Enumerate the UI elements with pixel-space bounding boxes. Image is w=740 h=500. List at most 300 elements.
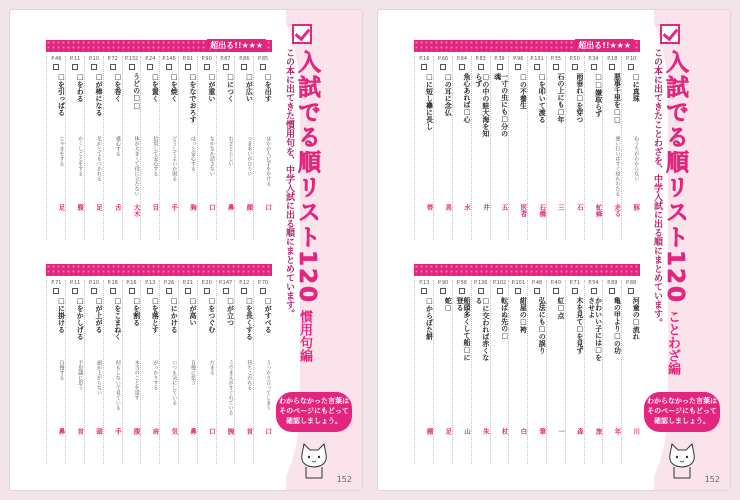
entry-answer: 腕 <box>226 428 235 435</box>
list-block-top <box>46 40 272 240</box>
checkbox[interactable] <box>147 64 153 70</box>
checkbox[interactable] <box>204 64 210 70</box>
list-item <box>159 56 178 240</box>
entry-question: 悪事千里を□□ <box>613 73 622 124</box>
checkbox[interactable] <box>440 288 446 294</box>
list-block-bottom <box>46 264 272 464</box>
left-page <box>10 10 362 490</box>
entry-meaning: どうしてよいか困る <box>171 136 178 181</box>
entry-question: □□嫌取らず <box>594 73 603 117</box>
entry-question: □をかしげる <box>76 297 85 340</box>
entry-page-ref: P.54 <box>588 280 599 286</box>
checkbox[interactable] <box>72 64 78 70</box>
checkbox[interactable] <box>515 288 521 294</box>
page-subtitle: ことわざ編 <box>665 310 680 375</box>
checkbox[interactable] <box>421 64 427 70</box>
list-item <box>84 280 103 464</box>
entry-answer: 鼻 <box>226 204 235 211</box>
entry-question: □をこまねく <box>113 297 122 340</box>
entry-question: □を割る <box>132 297 141 326</box>
entry-question: □からぼた餅 <box>425 297 434 340</box>
entry-answer: 顔 <box>245 204 254 211</box>
entry-answer: 石 <box>575 204 584 211</box>
entry-meaning <box>419 360 431 432</box>
checkbox[interactable] <box>129 288 135 294</box>
entry-meaning: 不思議に思う <box>77 360 84 390</box>
entry-question: □の耳に念仏 <box>444 73 453 116</box>
frequency-band <box>46 264 272 276</box>
entry-answer: 走る <box>613 204 622 217</box>
hint-line: 確認しましょう。 <box>286 416 342 425</box>
checkbox[interactable] <box>609 288 615 294</box>
list-item <box>253 280 272 464</box>
entry-meaning <box>532 360 544 432</box>
page-title: 入試でる順リスト120 <box>294 50 320 305</box>
entry-page-ref: P.84 <box>456 56 468 62</box>
entry-question: □が重い <box>207 73 216 102</box>
entry-question: 木を見て□を見ず <box>575 297 584 354</box>
entry-question: □を叩いて渡る <box>538 73 547 123</box>
entry-question: □が棒になる <box>95 73 104 116</box>
checkbox[interactable] <box>440 64 446 70</box>
checkbox[interactable] <box>497 64 503 70</box>
entry-answer: 井 <box>481 204 490 211</box>
entry-answer: 手 <box>113 428 122 435</box>
list-item <box>103 56 122 240</box>
page-number: 152 <box>336 475 352 484</box>
entry-meaning <box>551 136 563 208</box>
entry-page-ref: P.50 <box>569 56 580 62</box>
entry-answer: 三 <box>557 204 566 211</box>
list-item <box>103 280 122 464</box>
entry-question: □が高い <box>189 297 198 326</box>
checkbox[interactable] <box>628 288 634 294</box>
list-item <box>471 56 490 240</box>
entry-answer: 筆 <box>538 428 547 435</box>
checkbox[interactable] <box>260 64 266 70</box>
page-description: この本に出てきたことわざを、中学入試に出る順にまとめています。 <box>652 48 662 327</box>
entry-columns <box>46 280 272 464</box>
checkbox[interactable] <box>204 288 210 294</box>
entry-meaning <box>513 360 525 432</box>
list-item <box>546 280 565 464</box>
entry-page-ref: P.85 <box>258 56 269 62</box>
entry-meaning: ねうちがわからない <box>633 136 640 181</box>
entry-answer: 足 <box>95 204 104 211</box>
list-item <box>46 56 65 240</box>
list-item <box>490 280 509 464</box>
entry-meaning: 悪い行いはすぐ知れわたる <box>614 136 621 196</box>
entry-meaning <box>476 360 488 432</box>
entry-answer: 馬 <box>444 204 453 211</box>
list-item <box>527 280 546 464</box>
entry-question: 河童の□流れ <box>632 297 641 340</box>
entry-meaning: つきあいがひろい <box>246 136 253 176</box>
cat-icon <box>664 440 700 480</box>
entry-page-ref: P.24 <box>145 56 156 62</box>
entry-question: □に短し襷に長し <box>425 73 434 130</box>
checkbox[interactable] <box>591 288 597 294</box>
entry-answer: 朱 <box>481 428 490 435</box>
entry-page-ref: P.20 <box>201 280 212 286</box>
entry-answer: 足 <box>57 204 66 211</box>
entry-page-ref: P.11 <box>70 56 81 62</box>
entry-page-ref: P.28 <box>107 280 118 286</box>
entry-meaning <box>589 360 601 432</box>
entry-answer: 目 <box>151 204 160 211</box>
entry-question: 紅□点 <box>557 297 566 319</box>
entry-page-ref: P.87 <box>220 56 231 62</box>
list-item <box>433 280 452 464</box>
entry-question: かわいい子には□をさせよ <box>587 297 603 361</box>
entry-columns <box>414 56 640 240</box>
entry-meaning: 信用して安心する <box>152 136 159 176</box>
page-number: 152 <box>704 475 720 484</box>
entry-meaning: 足がとてもつかれる <box>96 136 103 181</box>
entry-answer: 棚 <box>425 428 434 435</box>
entry-page-ref: P.88 <box>626 280 637 286</box>
checkbox[interactable] <box>459 288 465 294</box>
cat-icon <box>296 440 332 480</box>
entry-question: □につく <box>226 73 235 102</box>
checkbox[interactable] <box>572 64 578 70</box>
entry-columns <box>414 280 640 464</box>
entry-question: □が広い <box>245 73 254 102</box>
entry-meaning: なかなか話さない <box>208 136 215 176</box>
entry-answer: 口 <box>264 428 273 435</box>
entry-answer: 杖 <box>500 428 509 435</box>
list-item <box>584 280 603 464</box>
entry-meaning: 自慢する <box>58 360 65 380</box>
list-item <box>621 280 640 464</box>
entry-meaning: 体が大きくて役に立たない <box>133 136 140 196</box>
entry-page-ref: P.86 <box>239 56 250 62</box>
hint-bubble <box>644 392 720 432</box>
entry-answer: 医者 <box>519 204 528 217</box>
entry-meaning: 自慢に思う <box>190 360 197 385</box>
entry-question: □に真珠 <box>632 73 641 102</box>
hint-line: 確認しましょう。 <box>654 416 710 425</box>
checkbox[interactable] <box>534 64 540 70</box>
entry-question: 蛇□ <box>444 297 453 312</box>
entry-page-ref: P.26 <box>164 280 175 286</box>
entry-answer: 腹 <box>76 204 85 211</box>
right-page <box>378 10 730 490</box>
checkbox[interactable] <box>497 288 503 294</box>
page-title: 入試でる順リスト120 <box>662 50 688 305</box>
checkbox[interactable] <box>241 64 247 70</box>
entry-question: □を置く <box>151 73 160 102</box>
entry-answer: 口 <box>207 428 216 435</box>
entry-meaning <box>495 136 507 208</box>
entry-page-ref: P.40 <box>550 280 562 286</box>
list-item <box>84 56 103 240</box>
hint-bubble <box>276 392 352 432</box>
checkbox[interactable] <box>572 288 578 294</box>
entry-question: 石の上にも□年 <box>557 73 566 123</box>
entry-meaning: うっかり言ってしまう <box>265 360 272 410</box>
entry-answer: 年 <box>613 428 622 435</box>
entry-answer: 石橋 <box>538 204 547 217</box>
entry-page-ref: P.131 <box>530 56 544 62</box>
entry-answer: 山 <box>463 428 472 435</box>
entry-answer: 足 <box>444 428 453 435</box>
entry-meaning <box>551 360 563 432</box>
list-item <box>621 56 640 240</box>
entry-meaning <box>589 136 601 208</box>
checkbox[interactable] <box>53 288 59 294</box>
entry-page-ref: P.101 <box>511 280 525 286</box>
entry-page-ref: P.10 <box>88 280 100 286</box>
checkbox[interactable] <box>260 288 266 294</box>
list-item <box>508 56 527 240</box>
checkbox[interactable] <box>53 64 59 70</box>
list-item <box>253 56 272 240</box>
list-item <box>140 56 159 240</box>
checkbox[interactable] <box>553 288 559 294</box>
list-item <box>197 280 216 464</box>
entry-meaning <box>570 136 582 208</box>
checkbox[interactable] <box>91 64 97 70</box>
entry-meaning: わざとらしい <box>227 136 234 166</box>
checkbox[interactable] <box>591 64 597 70</box>
entry-answer: 川 <box>632 428 641 435</box>
list-item <box>471 280 490 464</box>
entry-page-ref: P.35 <box>550 56 562 62</box>
entry-question: 魚心あれば□心 <box>463 73 472 123</box>
entry-meaning <box>457 360 469 432</box>
list-item <box>159 280 178 464</box>
list-block-top <box>414 40 640 240</box>
entry-question: 転ばぬ先の□ <box>500 297 509 340</box>
entry-meaning <box>607 360 619 432</box>
entry-question: □をわる <box>76 73 85 102</box>
list-item <box>140 280 159 464</box>
entry-answer: 鼻 <box>57 428 66 435</box>
list-item <box>46 280 65 464</box>
checkbox[interactable] <box>166 288 172 294</box>
entry-question: □をなでおろす <box>189 73 198 123</box>
entry-answer: 鼻 <box>189 428 198 435</box>
list-item <box>546 56 565 240</box>
checkbox[interactable] <box>223 64 229 70</box>
entry-meaning: がっかりする <box>152 360 159 390</box>
entry-meaning <box>570 360 582 432</box>
entry-meaning <box>532 136 544 208</box>
entry-page-ref: P.66 <box>438 56 449 62</box>
entry-question: 紺屋の□袴 <box>519 297 528 333</box>
checkbox[interactable] <box>553 64 559 70</box>
entry-answer: 肩 <box>151 428 160 435</box>
checkbox[interactable] <box>129 64 135 70</box>
entry-meaning: いつも気にしている <box>171 360 178 405</box>
entry-question: 一寸の虫にも□分の魂 <box>493 73 509 137</box>
list-item <box>65 56 84 240</box>
page-subtitle: 慣用句編 <box>297 310 312 362</box>
checkbox[interactable] <box>91 288 97 294</box>
entry-question: □が上がる <box>95 297 104 333</box>
entry-meaning <box>495 360 507 432</box>
entry-page-ref: P.146 <box>162 56 176 62</box>
entry-page-ref: P.11 <box>70 280 81 286</box>
checkbox[interactable] <box>110 288 116 294</box>
check-icon <box>292 24 312 44</box>
entry-page-ref: P.96 <box>513 56 524 62</box>
entry-answer: 五 <box>500 204 509 211</box>
entry-page-ref: P.91 <box>182 56 194 62</box>
entry-page-ref: P.56 <box>456 280 468 286</box>
entry-page-ref: P.39 <box>494 56 505 62</box>
list-item <box>565 56 584 240</box>
hint-line: そのページにもどって <box>647 407 717 416</box>
entry-question: 船頭多くして船□に登る <box>456 297 472 361</box>
entry-answer: 帯 <box>425 204 434 211</box>
list-item <box>178 280 197 464</box>
list-item <box>565 280 584 464</box>
entry-question: □が立つ <box>226 297 235 326</box>
entry-meaning: 頭が上がらない <box>96 360 103 395</box>
entry-answer: 手 <box>170 204 179 211</box>
entry-page-ref: P.16 <box>126 280 137 286</box>
checkbox[interactable] <box>185 288 191 294</box>
entry-question: □を引っぱる <box>57 73 66 116</box>
list-item <box>216 280 235 464</box>
check-icon <box>660 24 680 44</box>
entry-page-ref: P.132 <box>124 56 139 62</box>
entry-meaning <box>476 136 488 208</box>
entry-meaning <box>513 136 525 208</box>
entry-page-ref: P.136 <box>474 280 488 286</box>
checkbox[interactable] <box>421 288 427 294</box>
entry-meaning <box>438 360 450 432</box>
list-item <box>490 56 509 240</box>
entry-page-ref: P.71 <box>51 280 62 286</box>
checkbox[interactable] <box>459 64 465 70</box>
checkbox[interactable] <box>147 288 153 294</box>
entry-answer: 水 <box>463 204 472 211</box>
entry-question: 弘法にも□の誤り <box>538 297 547 354</box>
entry-answer: 森 <box>575 428 584 435</box>
entry-question: □を出す <box>264 73 273 102</box>
frequency-band <box>414 264 640 276</box>
entry-page-ref: P.46 <box>51 56 62 62</box>
entry-answer: 大木 <box>132 204 141 217</box>
entry-answer: 舌 <box>113 204 122 211</box>
entry-page-ref: P.48 <box>532 280 543 286</box>
frequency-label: 超出る!!★★★ <box>575 39 634 52</box>
entry-page-ref: P.10 <box>626 56 637 62</box>
entry-page-ref: P.10 <box>88 56 100 62</box>
entry-meaning: 本当のことを話す <box>133 360 140 400</box>
entry-question: □にかける <box>170 297 179 333</box>
list-item <box>414 56 433 240</box>
entry-meaning: じゃまをする <box>58 136 65 166</box>
entry-meaning: ほかの人に手をかける <box>265 136 272 186</box>
checkbox[interactable] <box>628 64 634 70</box>
list-item <box>452 280 471 464</box>
entry-page-ref: P.72 <box>107 56 118 62</box>
checkbox[interactable] <box>534 288 540 294</box>
checkbox[interactable] <box>110 64 116 70</box>
entry-page-ref: P.16 <box>419 56 430 62</box>
checkbox[interactable] <box>478 64 484 70</box>
hint-line: わからなかった言葉は <box>279 397 349 406</box>
entry-page-ref: P.71 <box>569 280 580 286</box>
list-item <box>452 56 471 240</box>
entry-page-ref: P.70 <box>258 280 269 286</box>
entry-answer: 一 <box>557 428 566 435</box>
entry-answer: 虻蜂 <box>594 204 603 217</box>
entry-page-ref: P.34 <box>588 56 599 62</box>
entry-question: □をつぐむ <box>207 297 216 333</box>
entry-question: □を巻く <box>113 73 122 102</box>
checkbox[interactable] <box>515 64 521 70</box>
entry-meaning: 感心する <box>114 136 121 156</box>
checkbox[interactable] <box>241 288 247 294</box>
entry-answer: 頭 <box>95 428 104 435</box>
entry-question: □がすべる <box>264 297 273 333</box>
list-item <box>216 56 235 240</box>
entry-page-ref: P.90 <box>201 56 212 62</box>
list-item <box>508 280 527 464</box>
entry-meaning: かくしごとをする <box>77 136 84 176</box>
list-item <box>234 56 253 240</box>
entry-question: □を落とす <box>151 297 160 333</box>
list-item <box>122 280 141 464</box>
entry-meaning: だまる <box>208 360 215 375</box>
checkbox[interactable] <box>166 64 172 70</box>
list-item <box>234 280 253 464</box>
entry-question: 雨垂れ□を穿つ <box>575 73 584 123</box>
entry-meaning: うでまえがすぐれている <box>227 360 234 415</box>
entry-meaning: ほっと安心する <box>190 136 197 171</box>
checkbox[interactable] <box>223 288 229 294</box>
checkbox[interactable] <box>478 288 484 294</box>
checkbox[interactable] <box>72 288 78 294</box>
entry-page-ref: P.21 <box>182 280 194 286</box>
entry-question: うどの□□ <box>132 73 141 110</box>
list-item <box>602 56 621 240</box>
entry-question: □を長くする <box>245 297 254 340</box>
entry-answer: 胸 <box>189 204 198 211</box>
list-item <box>602 280 621 464</box>
checkbox[interactable] <box>185 64 191 70</box>
entry-page-ref: P.89 <box>607 280 618 286</box>
entry-meaning <box>419 136 431 208</box>
entry-question: □に掛ける <box>57 297 66 333</box>
page-description: この本に出てきた慣用句を、中学入試に出る順にまとめています。 <box>284 48 294 318</box>
entry-answer: 口 <box>207 204 216 211</box>
entry-page-ref: P.18 <box>607 56 618 62</box>
entry-page-ref: P.147 <box>218 280 233 286</box>
entry-answer: 首 <box>76 428 85 435</box>
entry-page-ref: P.102 <box>492 280 507 286</box>
list-item <box>414 280 433 464</box>
entry-answer: 豚 <box>632 204 641 211</box>
entry-question: □を焼く <box>170 73 179 102</box>
entry-question: 亀の甲より□の功 <box>613 297 622 354</box>
checkbox[interactable] <box>609 64 615 70</box>
entry-meaning <box>457 136 469 208</box>
entry-columns <box>46 56 272 240</box>
entry-page-ref: P.90 <box>438 280 449 286</box>
list-item <box>433 56 452 240</box>
list-block-bottom <box>414 264 640 464</box>
list-item <box>584 56 603 240</box>
entry-meaning: 何もしないで見ている <box>114 360 121 410</box>
entry-page-ref: P.12 <box>239 280 250 286</box>
list-item <box>527 56 546 240</box>
